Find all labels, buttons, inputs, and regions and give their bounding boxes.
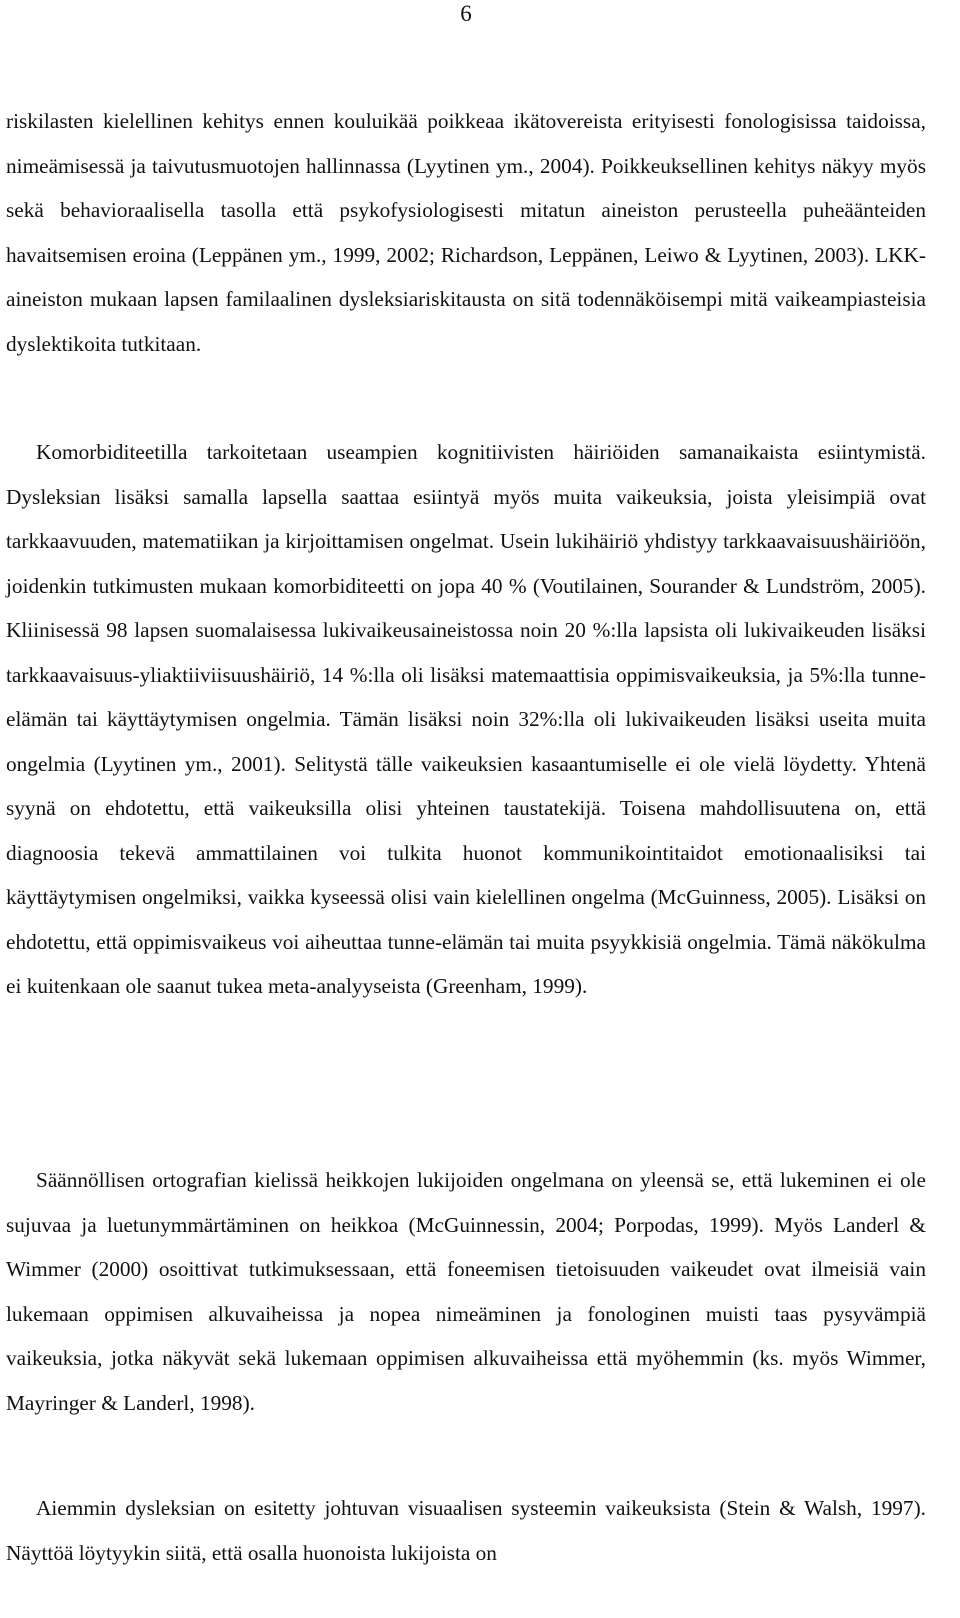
page-number: 6 <box>460 1 472 26</box>
paragraph-2: Komorbiditeetilla tarkoitetaan useampien kognitiivisten häiriöiden samanaikaista esiintymistä. Dysleksian lisäksi samalla lapsella saattaa esiintyä myös muita vaikeuksia, joista yleisimpiä ovat tarkkaavuuden, matematiikan ja kirjoittamisen ongelmat. Usein lukihäiriö yhdistyy tarkkaavaisuushäiriöön, joidenkin tutkimusten mukaan komorbiditeetti on jopa 40 % (Voutilainen, Sourander & Lundström, 2005). Kliinisessä 98 lapsen suomalaisessa lukivaikeusaineistossa noin 20 %:lla lapsista oli lukivaikeuden lisäksi tarkkaavaisuus-yliaktiiviisuushäiriö, 14 %:lla oli lisäksi matemaattisia oppimisvaikeuksia, ja 5%:lla tunne-elämän tai käyttäytymisen ongelmia. Tämän lisäksi noin 32%:lla oli lukivaikeuden lisäksi useita muita ongelmia (Lyytinen ym., 2001). Selitystä tälle vaikeuksien kasaantumiselle ei ole vielä löydetty. Yhtenä syynä on ehdotettu, että vaikeuksilla olisi yhteinen taustatekijä. Toisena mahdollisuutena on, että diagnoosia tekevä ammattilainen voi tulkita huonot kommunikointitaidot emotionaalisiksi tai käyttäytymisen ongelmiksi, vaikka kyseessä olisi vain kielellinen ongelma (McGuinness, 2005). Lisäksi on ehdotettu, että oppimisvaikeus voi aiheuttaa tunne-elämän tai muita psyykkisiä ongelmia. Tämä näkökulma ei kuitenkaan ole saanut tukea meta-analyyseista (Greenham, 1999). <box>6 440 926 998</box>
paragraph-4: Aiemmin dysleksian on esitetty johtuvan visuaalisen systeemin vaikeuksista (Stein & Walsh, 1997). Näyttöä löytyykin siitä, että osalla huonoista lukijoista on <box>6 1496 926 1565</box>
paragraph-1: riskilasten kielellinen kehitys ennen kouluikää poikkeaa ikätovereista erityisesti fonologisissa taidoissa, nimeämisessä ja taivutusmuotojen hallinnassa (Lyytinen ym., 2004). Poikkeuksellinen kehitys näkyy myös sekä behavioraalisella tasolla että psykofysiologisesti mitatun aineiston perusteella puheäänteiden havaitsemisen eroina (Leppänen ym., 1999, 2002; Richardson, Leppänen, Leiwo & Lyytinen, 2003). LKK-aineiston mukaan lapsen familaalinen dysleksiariskitausta on sitä todennäköisempi mitä vaikeampiasteisia dyslektikoita tutkitaan. <box>6 109 926 356</box>
paragraph-3: Säännöllisen ortografian kielissä heikkojen lukijoiden ongelmana on yleensä se, että lukeminen ei ole sujuvaa ja luetunymmärtäminen on heikkoa (McGuinnessin, 2004; Porpodas, 1999). Myös Landerl & Wimmer (2000) osoittivat tutkimuksessaan, että foneemisen tietoisuuden vaikeudet ovat ilmeisiä vain lukemaan oppimisen alkuvaiheissa ja nopea nimeäminen ja fonologinen muisti taas pysyvämpiä vaikeuksia, jotka näkyvät sekä lukemaan oppimisen alkuvaiheissa että myöhemmin (ks. myös Wimmer, Mayringer & Landerl, 1998). <box>6 1168 926 1415</box>
